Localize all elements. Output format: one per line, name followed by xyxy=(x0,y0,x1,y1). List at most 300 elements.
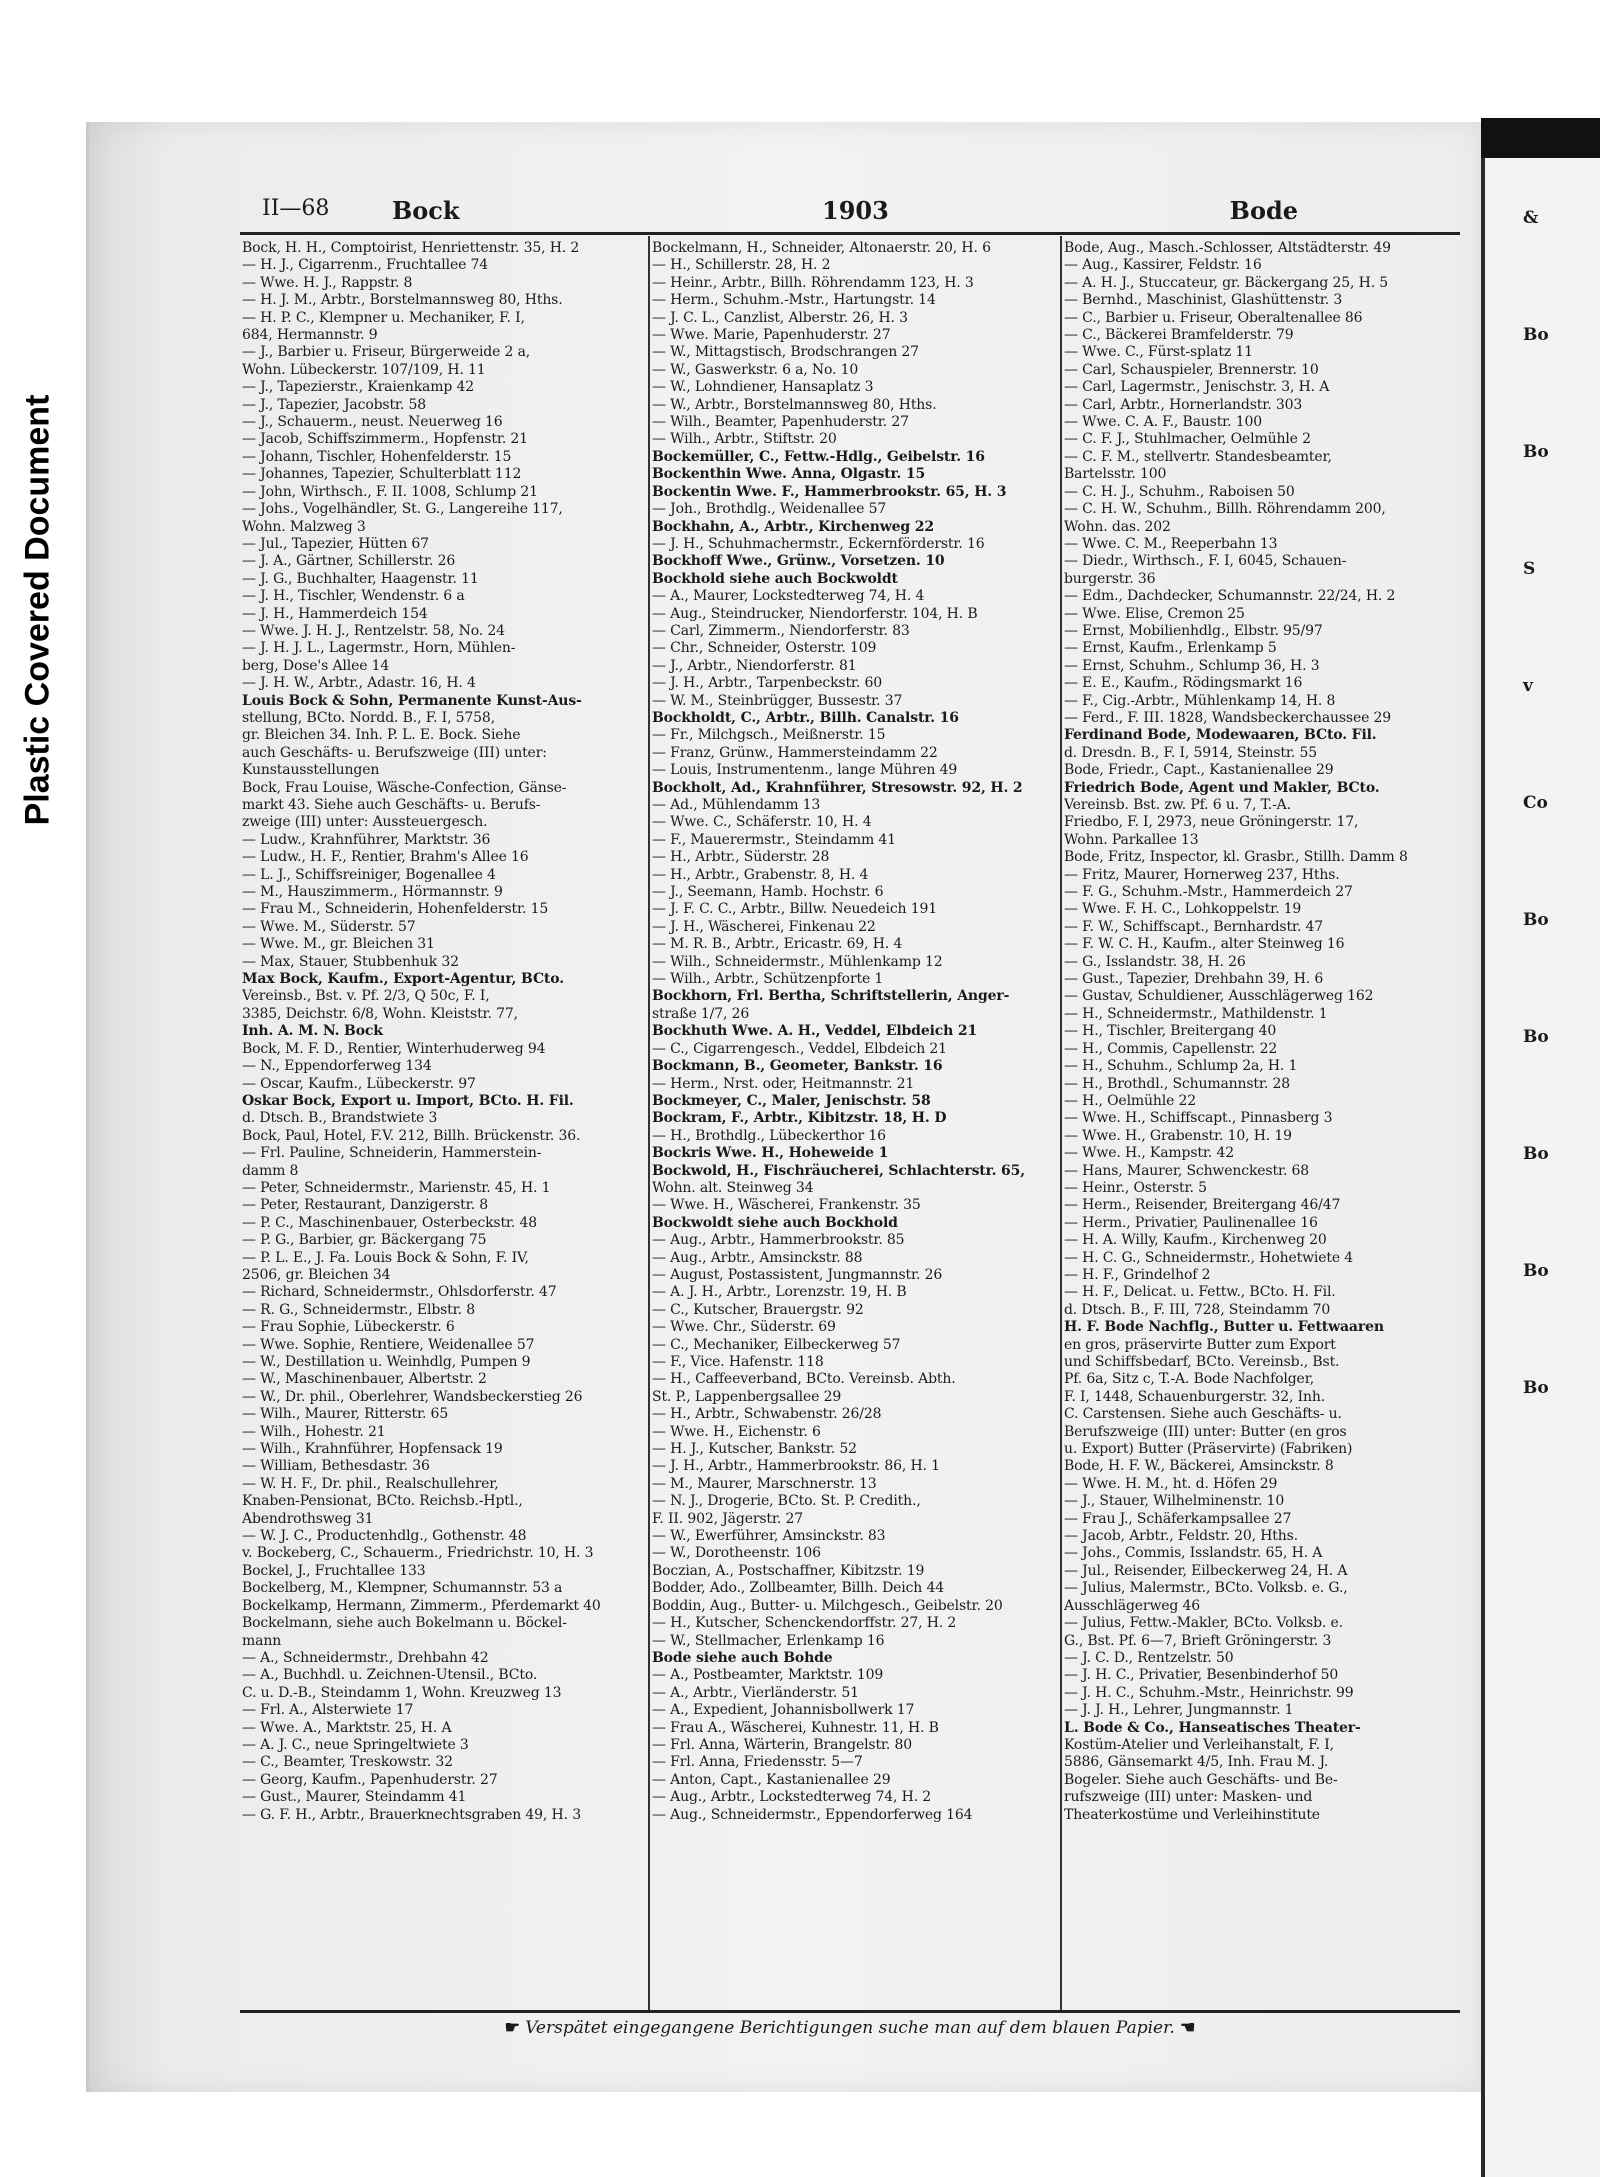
directory-entry: — A., Expedient, Johannisbollwerk 17 xyxy=(652,1702,915,1719)
directory-entry: 684, Hermannstr. 9 xyxy=(242,327,378,344)
directory-entry: — Herm., Schuhm.-Mstr., Hartungstr. 14 xyxy=(652,292,936,309)
directory-entry: Wohn. Parkallee 13 xyxy=(1064,831,1199,848)
directory-entry: — Ernst, Kaufm., Erlenkamp 5 xyxy=(1064,640,1277,657)
directory-entry: — Wwe. H. M., ht. d. Höfen 29 xyxy=(1064,1475,1278,1492)
directory-entry: Louis Bock & Sohn, Permanente Kunst-Aus- xyxy=(242,692,582,709)
directory-entry: — E. E., Kaufm., Rödingsmarkt 16 xyxy=(1064,675,1303,692)
directory-column-2 xyxy=(652,240,1057,2008)
directory-entry: — Aug., Arbtr., Amsinckstr. 88 xyxy=(652,1249,863,1266)
directory-entry: — J. G., Buchhalter, Haagenstr. 11 xyxy=(242,570,479,587)
directory-entry: d. Dtsch. B., Brandstwiete 3 xyxy=(242,1110,438,1127)
directory-entry: — Wwe. H., Grabenstr. 10, H. 19 xyxy=(1064,1127,1292,1144)
directory-entry: — P. L. E., J. Fa. Louis Bock & Sohn, F. IV, xyxy=(242,1249,529,1266)
directory-entry: — Frau M., Schneiderin, Hohenfelderstr. 15 xyxy=(242,901,549,918)
directory-entry: F. I, 1448, Schauenburgerstr. 32, Inh. xyxy=(1064,1388,1326,1405)
directory-entry: — F. G., Schuhm.-Mstr., Hammerdeich 27 xyxy=(1064,884,1353,901)
directory-entry: — J., Schauerm., neust. Neuerweg 16 xyxy=(242,414,503,431)
directory-entry: — C., Kutscher, Brauergstr. 92 xyxy=(652,1301,864,1318)
directory-entry: — Wilh., Krahnführer, Hopfensack 19 xyxy=(242,1441,503,1458)
directory-entry: rufszweige (III) unter: Masken- und xyxy=(1064,1789,1313,1806)
directory-entry: Bockris Wwe. H., Hoheweide 1 xyxy=(652,1145,889,1162)
directory-entry: — Joh., Brothdlg., Weidenallee 57 xyxy=(652,501,887,518)
directory-entry: Friedbo, F. I, 2973, neue Gröningerstr. 17, xyxy=(1064,814,1359,831)
adjacent-page-fragment: Bo xyxy=(1523,325,1549,345)
directory-entry: Bockwoldt siehe auch Bockhold xyxy=(652,1214,898,1231)
directory-entry: — Wwe. H., Schiffscapt., Pinnasberg 3 xyxy=(1064,1110,1333,1127)
adjacent-page-fragment: Bo xyxy=(1523,1027,1549,1047)
directory-entry: — H., Brothdl., Schumannstr. 28 xyxy=(1064,1075,1291,1092)
directory-entry: Boddin, Aug., Butter- u. Milchgesch., Geibelstr. 20 xyxy=(652,1597,1003,1614)
directory-entry: — A., Schneidermstr., Drehbahn 42 xyxy=(242,1649,489,1666)
directory-entry: — Jacob, Arbtr., Feldstr. 20, Hths. xyxy=(1064,1528,1298,1545)
directory-entry: — Wwe. J. H. J., Rentzelstr. 58, No. 24 xyxy=(242,622,505,639)
directory-entry: — Franz, Grünw., Hammersteindamm 22 xyxy=(652,744,938,761)
directory-entry: — Fr., Milchgsch., Meißnerstr. 15 xyxy=(652,727,886,744)
footer-text: Verspätet eingegangene Berichtigungen suche man auf dem blauen Papier. xyxy=(525,2018,1175,2038)
directory-entry: — H. J. M., Arbtr., Borstelmannsweg 80, Hths. xyxy=(242,292,563,309)
directory-entry: C. u. D.-B., Steindamm 1, Wohn. Kreuzweg 13 xyxy=(242,1684,562,1701)
footer-rule xyxy=(240,2010,1460,2013)
side-label xyxy=(0,0,60,2177)
directory-entry: Bockhoff Wwe., Grünw., Vorsetzen. 10 xyxy=(652,553,945,570)
directory-entry: Bode siehe auch Bohde xyxy=(652,1649,833,1666)
directory-entry: — F., Vice. Hafenstr. 118 xyxy=(652,1354,824,1370)
directory-entry: — Wwe. Chr., Süderstr. 69 xyxy=(652,1319,836,1336)
directory-entry: — G. F. H., Arbtr., Brauerknechtsgraben 49, H. 3 xyxy=(242,1806,581,1823)
directory-entry: — J., Tapezierstr., Kraienkamp 42 xyxy=(242,379,474,396)
directory-entry: en gros, präservirte Butter zum Export xyxy=(1064,1336,1336,1353)
directory-entry: — Aug., Kassirer, Feldstr. 16 xyxy=(1064,257,1262,274)
adjacent-page-fragment: Bo xyxy=(1523,442,1549,462)
directory-entry: Bockmann, B., Geometer, Bankstr. 16 xyxy=(652,1058,943,1075)
directory-entry: zweige (III) unter: Aussteuergesch. xyxy=(242,814,488,831)
directory-entry: — Wilh., Arbtr., Stiftstr. 20 xyxy=(652,431,837,448)
directory-entry: Bode, Fritz, Inspector, kl. Grasbr., Stillh. Damm 8 xyxy=(1064,849,1408,866)
directory-entry: Bockmeyer, C., Maler, Jenischstr. 58 xyxy=(652,1092,931,1109)
directory-entry: Bockwold, H., Fischräucherei, Schlachterstr. 65, xyxy=(652,1162,1025,1179)
directory-entry: Bockelberg, M., Klempner, Schumannstr. 53 a xyxy=(242,1580,563,1597)
directory-entry: — H., Brothdlg., Lübeckerthor 16 xyxy=(652,1127,886,1144)
directory-entry: — Ferd., F. III. 1828, Wandsbeckerchaussee 29 xyxy=(1064,709,1392,726)
adjacent-page-fragments xyxy=(1523,210,1593,1497)
directory-entry: — F., Mauerermstr., Steindamm 41 xyxy=(652,831,896,848)
header-left-keyword: Bock xyxy=(392,196,460,225)
directory-entry: Wohn. Malzweg 3 xyxy=(242,518,366,535)
directory-entry: — R. G., Schneidermstr., Elbstr. 8 xyxy=(242,1301,476,1318)
directory-entry: — Herm., Nrst. oder, Heitmannstr. 21 xyxy=(652,1075,915,1092)
directory-entry: — Heinr., Arbtr., Billh. Röhrendamm 123, H. 3 xyxy=(652,274,974,291)
directory-entry: — J. H. J. L., Lagermstr., Horn, Mühlen- xyxy=(242,640,516,657)
directory-entry: — W., Destillation u. Weinhdlg, Pumpen 9 xyxy=(242,1354,531,1370)
directory-entry: stellung, BCto. Nordd. B., F. I, 5758, xyxy=(242,709,495,726)
directory-entry: — Ernst, Schuhm., Schlump 36, H. 3 xyxy=(1064,657,1320,674)
directory-entry: — M., Hauszimmerm., Hörmannstr. 9 xyxy=(242,884,503,901)
directory-entry: — C. F. J., Stuhlmacher, Oelmühle 2 xyxy=(1064,431,1311,448)
directory-entry: — Oscar, Kaufm., Lübeckerstr. 97 xyxy=(242,1075,476,1092)
directory-entry: — J., Tapezier, Jacobstr. 58 xyxy=(242,396,427,413)
directory-entry: — Wwe. A., Marktstr. 25, H. A xyxy=(242,1719,452,1736)
directory-entry: — Wwe. C., Fürst-splatz 11 xyxy=(1064,344,1253,361)
directory-entry: Kostüm-Atelier und Verleihanstalt, F. I, xyxy=(1064,1736,1334,1753)
directory-entry: Bockhuth Wwe. A. H., Veddel, Elbdeich 21 xyxy=(652,1023,978,1040)
directory-entry: — H. C. G., Schneidermstr., Hohetwiete 4 xyxy=(1064,1249,1354,1266)
directory-entry: Bock, M. F. D., Rentier, Winterhuderweg 94 xyxy=(242,1040,546,1057)
directory-entry: — Wilh., Maurer, Ritterstr. 65 xyxy=(242,1406,449,1423)
directory-entry: — Wwe. H. J., Rappstr. 8 xyxy=(242,274,413,291)
directory-entry: — J. H., Schuhmachermstr., Eckernförderstr. 16 xyxy=(652,535,985,552)
directory-entry: — F. W., Schiffscapt., Bernhardstr. 47 xyxy=(1064,918,1324,935)
adjacent-page-fragment: Bo xyxy=(1523,1261,1549,1281)
directory-entry: Bode, H. F. W., Bäckerei, Amsinckstr. 8 xyxy=(1064,1458,1334,1475)
directory-entry: Bockholdt, C., Arbtr., Billh. Canalstr. 16 xyxy=(652,709,959,726)
directory-entry: Vereinsb. Bst. zw. Pf. 6 u. 7, T.-A. xyxy=(1064,797,1291,813)
directory-entry: — F. W. C. H., Kaufm., alter Steinweg 16 xyxy=(1064,936,1345,953)
directory-entry: — Georg, Kaufm., Papenhuderstr. 27 xyxy=(242,1771,498,1788)
directory-entry: — C. H. W., Schuhm., Billh. Röhrendamm 200, xyxy=(1064,501,1386,518)
directory-entry: Bockelmann, siehe auch Bokelmann u. Böckel- xyxy=(242,1615,567,1632)
directory-entry: Bockhorn, Frl. Bertha, Schriftstellerin, Anger- xyxy=(652,988,1010,1005)
directory-entry: — Carl, Schauspieler, Brennerstr. 10 xyxy=(1064,361,1319,378)
directory-entry: — Ernst, Mobilienhdlg., Elbstr. 95/97 xyxy=(1064,622,1323,639)
directory-entry: — Julius, Malermstr., BCto. Volksb. e. G., xyxy=(1064,1580,1348,1597)
directory-entry: — Diedr., Wirthsch., F. I, 6045, Schauen- xyxy=(1064,553,1347,570)
directory-entry: — A. H. J., Stuccateur, gr. Bäckergang 25, H. 5 xyxy=(1064,274,1389,291)
directory-entry: — Wwe. Sophie, Rentiere, Weidenallee 57 xyxy=(242,1336,535,1353)
directory-entry: — H., Commis, Capellenstr. 22 xyxy=(1064,1040,1278,1057)
directory-entry: — C., Barbier u. Friseur, Oberaltenallee 86 xyxy=(1064,309,1363,326)
pointing-hand-right-icon: ☚ xyxy=(1180,2018,1196,2038)
directory-entry: — Frl. Anna, Wärterin, Brangelstr. 80 xyxy=(652,1736,913,1753)
directory-entry: — J. H., Arbtr., Tarpenbeckstr. 60 xyxy=(652,675,883,692)
directory-entry: — Edm., Dachdecker, Schumannstr. 22/24, H. 2 xyxy=(1064,588,1396,605)
directory-entry: — W., Dr. phil., Oberlehrer, Wandsbeckerstieg 26 xyxy=(242,1388,583,1405)
directory-entry: — C. F. M., stellvertr. Standesbeamter, xyxy=(1064,448,1332,465)
directory-entry: — Gust., Tapezier, Drehbahn 39, H. 6 xyxy=(1064,971,1324,988)
directory-entry: — F., Cig.-Arbtr., Mühlenkamp 14, H. 8 xyxy=(1064,692,1336,709)
directory-entry: — Johs., Commis, Isslandstr. 65, H. A xyxy=(1064,1545,1323,1562)
directory-entry: Wohn. Lübeckerstr. 107/109, H. 11 xyxy=(242,361,486,378)
directory-entry: — H. J., Cigarrenm., Fruchtallee 74 xyxy=(242,257,489,274)
directory-entry: d. Dresdn. B., F. I, 5914, Steinstr. 55 xyxy=(1064,744,1317,761)
directory-entry: — Gustav, Schuldiener, Ausschlägerweg 162 xyxy=(1064,988,1374,1005)
directory-entry: — Jul., Tapezier, Hütten 67 xyxy=(242,535,429,552)
directory-entry: — W., Gaswerkstr. 6 a, No. 10 xyxy=(652,361,859,378)
directory-entry: — W., Dorotheenstr. 106 xyxy=(652,1545,821,1562)
directory-entry: — Wwe. H., Wäscherei, Frankenstr. 35 xyxy=(652,1197,921,1214)
directory-entry: Bock, Paul, Hotel, F.V. 212, Billh. Brückenstr. 36. xyxy=(242,1127,581,1144)
directory-entry: — W. H. F., Dr. phil., Realschullehrer, xyxy=(242,1475,499,1492)
directory-entry: Bock, H. H., Comptoirist, Henriettenstr. 35, H. 2 xyxy=(242,240,580,256)
adjacent-page-fragment: & xyxy=(1523,208,1539,228)
directory-entry: — H., Schuhm., Schlump 2a, H. 1 xyxy=(1064,1058,1298,1075)
directory-entry: — H., Arbtr., Schwabenstr. 26/28 xyxy=(652,1406,882,1423)
directory-entry: Bockelkamp, Hermann, Zimmerm., Pferdemarkt 40 xyxy=(242,1597,601,1614)
directory-entry: — J. H., Tischler, Wendenstr. 6 a xyxy=(242,588,465,605)
directory-entry: — H., Arbtr., Grabenstr. 8, H. 4 xyxy=(652,866,869,883)
directory-entry: — Wwe. Marie, Papenhuderstr. 27 xyxy=(652,327,891,344)
directory-entry: Vereinsb., Bst. v. Pf. 2/3, Q 50c, F. I, xyxy=(242,988,490,1005)
directory-entry: L. Bode & Co., Hanseatisches Theater- xyxy=(1064,1719,1361,1736)
directory-entry: — W. J. C., Productenhdlg., Gothenstr. 48 xyxy=(242,1528,527,1545)
directory-entry: — Johs., Vogelhändler, St. G., Langereihe 117, xyxy=(242,501,563,518)
directory-entry: — J. H., Hammerdeich 154 xyxy=(242,605,428,622)
page-number: II—68 xyxy=(262,196,330,221)
directory-entry: — Peter, Restaurant, Danzigerstr. 8 xyxy=(242,1197,488,1214)
directory-entry: — J., Seemann, Hamb. Hochstr. 6 xyxy=(652,884,884,901)
directory-entry: — A., Maurer, Lockstedterweg 74, H. 4 xyxy=(652,588,925,605)
directory-entry: — J., Stauer, Wilhelminenstr. 10 xyxy=(1064,1493,1285,1510)
directory-entry: — Wwe. F. H. C., Lohkoppelstr. 19 xyxy=(1064,901,1302,918)
directory-entry: — J., Barbier u. Friseur, Bürgerweide 2 a, xyxy=(242,344,531,361)
directory-entry: — Ludw., Krahnführer, Marktstr. 36 xyxy=(242,831,491,848)
directory-entry: — J. C. L., Canzlist, Alberstr. 26, H. 3 xyxy=(652,309,908,326)
directory-entry: — C., Beamter, Treskowstr. 32 xyxy=(242,1754,453,1771)
directory-entry: — W., Arbtr., Borstelmannsweg 80, Hths. xyxy=(652,396,937,413)
directory-entry: auch Geschäfts- u. Berufszweige (III) unter: xyxy=(242,744,547,761)
directory-entry: Inh. A. M. N. Bock xyxy=(242,1023,383,1040)
directory-entry: — Frau A., Wäscherei, Kuhnestr. 11, H. B xyxy=(652,1719,939,1736)
header-year: 1903 xyxy=(822,196,889,225)
directory-entry: Bode, Aug., Masch.-Schlosser, Altstädterstr. 49 xyxy=(1064,240,1391,256)
pointing-hand-left-icon: ☛ xyxy=(504,2018,520,2038)
directory-entry: d. Dtsch. B., F. III, 728, Steindamm 70 xyxy=(1064,1301,1331,1318)
directory-entry: — Bernhd., Maschinist, Glashüttenstr. 3 xyxy=(1064,292,1343,309)
directory-entry: — W. M., Steinbrügger, Bussestr. 37 xyxy=(652,692,903,709)
directory-entry: — Julius, Fettw.-Makler, BCto. Volksb. e. xyxy=(1064,1615,1343,1632)
directory-column-1 xyxy=(242,240,647,2008)
directory-column-3 xyxy=(1064,240,1469,2008)
directory-entry: — H. F., Grindelhof 2 xyxy=(1064,1266,1211,1283)
directory-entry: — H. A. Willy, Kaufm., Kirchenweg 20 xyxy=(1064,1232,1327,1249)
directory-entry: Ferdinand Bode, Modewaaren, BCto. Fil. xyxy=(1064,727,1377,744)
directory-entry: Bodder, Ado., Zollbeamter, Billh. Deich 44 xyxy=(652,1580,944,1597)
adjacent-page-fragment: Bo xyxy=(1523,910,1549,930)
column-divider-1 xyxy=(648,236,650,2012)
directory-entry: — Wilh., Beamter, Papenhuderstr. 27 xyxy=(652,414,909,431)
directory-entry: — Ad., Mühlendamm 13 xyxy=(652,797,821,813)
directory-entry: — Chr., Schneider, Osterstr. 109 xyxy=(652,640,877,657)
directory-entry: — Frl. Anna, Friedensstr. 5—7 xyxy=(652,1754,863,1771)
directory-entry: — C. H. J., Schuhm., Raboisen 50 xyxy=(1064,483,1295,500)
directory-entry: berg, Dose's Allee 14 xyxy=(242,657,390,674)
side-label-text: Plastic Covered Document xyxy=(18,394,57,826)
directory-entry: — Wwe. M., gr. Bleichen 31 xyxy=(242,936,435,953)
directory-entry: — J. J. H., Lehrer, Jungmannstr. 1 xyxy=(1064,1702,1294,1719)
directory-entry: Max Bock, Kaufm., Export-Agentur, BCto. xyxy=(242,971,564,988)
directory-entry: — A., Arbtr., Vierländerstr. 51 xyxy=(652,1684,859,1701)
directory-entry: — Wwe. Elise, Cremon 25 xyxy=(1064,605,1245,622)
directory-entry: — N. J., Drogerie, BCto. St. P. Credith., xyxy=(652,1493,921,1510)
directory-entry: Bockenthin Wwe. Anna, Olgastr. 15 xyxy=(652,466,926,483)
directory-entry: — Carl, Zimmerm., Niendorferstr. 83 xyxy=(652,622,910,639)
directory-entry: — L. J., Schiffsreiniger, Bogenallee 4 xyxy=(242,866,496,883)
directory-entry: — J., Arbtr., Niendorferstr. 81 xyxy=(652,657,857,674)
directory-entry: — W., Lohndiener, Hansaplatz 3 xyxy=(652,379,874,396)
adjacent-page-fragment: Bo xyxy=(1523,1144,1549,1164)
directory-entry: — J. H., Arbtr., Hammerbrookstr. 86, H. 1 xyxy=(652,1458,940,1475)
directory-entry: Bockholt, Ad., Krahnführer, Stresowstr. 92, H. 2 xyxy=(652,779,1023,796)
directory-entry: — Ludw., H. F., Rentier, Brahm's Allee 16 xyxy=(242,849,529,866)
directory-entry: Berufszweige (III) unter: Butter (en gros xyxy=(1064,1423,1347,1440)
directory-entry: — Wwe. H., Eichenstr. 6 xyxy=(652,1423,821,1440)
directory-entry: Bockel, J., Fruchtallee 133 xyxy=(242,1562,426,1579)
directory-entry: 3385, Deichstr. 6/8, Wohn. Kleiststr. 77, xyxy=(242,1005,518,1022)
directory-entry: — A., Postbeamter, Marktstr. 109 xyxy=(652,1667,884,1684)
directory-entry: — Wwe. M., Süderstr. 57 xyxy=(242,918,416,935)
directory-entry: — P. G., Barbier, gr. Bäckergang 75 xyxy=(242,1232,487,1249)
directory-entry: — Wwe. C. A. F., Baustr. 100 xyxy=(1064,414,1263,431)
directory-entry: Bockelmann, H., Schneider, Altonaerstr. 20, H. 6 xyxy=(652,240,991,256)
directory-entry: — Wwe. C. M., Reeperbahn 13 xyxy=(1064,535,1278,552)
directory-entry: — John, Wirthsch., F. II. 1008, Schlump 21 xyxy=(242,483,538,500)
adjacent-page-fragment: Bo xyxy=(1523,1378,1549,1398)
directory-entry: — J. H. C., Schuhm.-Mstr., Heinrichstr. 99 xyxy=(1064,1684,1354,1701)
directory-entry: — G., Isslandstr. 38, H. 26 xyxy=(1064,953,1246,970)
directory-entry: — H. J., Kutscher, Bankstr. 52 xyxy=(652,1441,857,1458)
directory-entry: damm 8 xyxy=(242,1162,299,1179)
footer-note xyxy=(240,2018,1460,2038)
directory-entry: — M., Maurer, Marschnerstr. 13 xyxy=(652,1475,877,1492)
directory-entry: mann xyxy=(242,1632,282,1649)
directory-entry: Bockemüller, C., Fettw.-Hdlg., Geibelstr. 16 xyxy=(652,448,985,465)
directory-entry: — C., Cigarrengesch., Veddel, Elbdeich 21 xyxy=(652,1040,947,1057)
directory-entry: — J. H., Wäscherei, Finkenau 22 xyxy=(652,918,876,935)
directory-entry: Bockhold siehe auch Bockwoldt xyxy=(652,570,898,587)
directory-entry: — Wilh., Arbtr., Schützenpforte 1 xyxy=(652,971,884,988)
directory-entry: — Aug., Schneidermstr., Eppendorferweg 164 xyxy=(652,1806,973,1823)
directory-entry: — C., Bäckerei Bramfelderstr. 79 xyxy=(1064,327,1294,344)
directory-entry: v. Bockeberg, C., Schauerm., Friedrichstr. 10, H. 3 xyxy=(242,1545,594,1562)
directory-entry: — Frl. Pauline, Schneiderin, Hammerstein- xyxy=(242,1145,542,1162)
directory-entry: Ausschlägerweg 46 xyxy=(1064,1597,1201,1614)
directory-entry: Abendrothsweg 31 xyxy=(242,1510,374,1527)
directory-entry: — Carl, Lagermstr., Jenischstr. 3, H. A xyxy=(1064,379,1330,396)
directory-entry: Boczian, A., Postschaffner, Kibitzstr. 19 xyxy=(652,1562,925,1579)
directory-entry: u. Export) Butter (Präservirte) (Fabriken) xyxy=(1064,1441,1353,1458)
directory-entry: — Richard, Schneidermstr., Ohlsdorferstr. 47 xyxy=(242,1284,557,1301)
directory-entry: — W., Mittagstisch, Brodschrangen 27 xyxy=(652,344,919,361)
directory-entry: Oskar Bock, Export u. Import, BCto. H. Fil. xyxy=(242,1092,574,1109)
directory-entry: — Max, Stauer, Stubbenhuk 32 xyxy=(242,953,459,970)
running-head xyxy=(262,196,1298,232)
directory-entry: — H., Schneidermstr., Mathildenstr. 1 xyxy=(1064,1005,1328,1022)
directory-entry: 2506, gr. Bleichen 34 xyxy=(242,1266,391,1283)
directory-entry: — C., Mechaniker, Eilbeckerweg 57 xyxy=(652,1336,901,1353)
directory-entry: — Wwe. C., Schäferstr. 10, H. 4 xyxy=(652,814,872,831)
directory-entry: — H., Kutscher, Schenckendorffstr. 27, H. 2 xyxy=(652,1615,957,1632)
directory-entry: Bode, Friedr., Capt., Kastanienallee 29 xyxy=(1064,762,1334,779)
directory-entry: — Johann, Tischler, Hohenfelderstr. 15 xyxy=(242,448,512,465)
directory-entry: — William, Bethesdastr. 36 xyxy=(242,1458,430,1475)
directory-entry: Friedrich Bode, Agent und Makler, BCto. xyxy=(1064,779,1380,796)
directory-entry: — W., Ewerführer, Amsinckstr. 83 xyxy=(652,1528,886,1545)
adjacent-page-fragment: Co xyxy=(1523,793,1548,813)
directory-entry: Knaben-Pensionat, BCto. Reichsb.-Hptl., xyxy=(242,1493,523,1510)
directory-entry: und Schiffsbedarf, BCto. Vereinsb., Bst. xyxy=(1064,1354,1340,1370)
directory-entry: Wohn. das. 202 xyxy=(1064,518,1171,535)
directory-entry: — Wilh., Hohestr. 21 xyxy=(242,1423,386,1440)
directory-entry: — J. A., Gärtner, Schillerstr. 26 xyxy=(242,553,456,570)
directory-entry: — H. P. C., Klempner u. Mechaniker, F. I, xyxy=(242,309,525,326)
directory-entry: — H., Tischler, Breitergang 40 xyxy=(1064,1023,1277,1040)
directory-entry: Bockentin Wwe. F., Hammerbrookstr. 65, H. 3 xyxy=(652,483,1007,500)
directory-entry: Bock, Frau Louise, Wäsche-Confection, Gänse- xyxy=(242,779,567,796)
directory-entry: — A. J. C., neue Springeltwiete 3 xyxy=(242,1736,469,1753)
directory-entry: — W., Stellmacher, Erlenkamp 16 xyxy=(652,1632,885,1649)
directory-entry: Kunstausstellungen xyxy=(242,762,380,779)
directory-entry: — Gust., Maurer, Steindamm 41 xyxy=(242,1789,467,1806)
directory-entry: — Frau Sophie, Lübeckerstr. 6 xyxy=(242,1319,455,1336)
directory-entry: — M. R. B., Arbtr., Ericastr. 69, H. 4 xyxy=(652,936,903,953)
directory-entry: Wohn. alt. Steinweg 34 xyxy=(652,1179,814,1196)
directory-entry: — A., Buchhdl. u. Zeichnen-Utensil., BCto. xyxy=(242,1667,538,1684)
directory-entry: — Fritz, Maurer, Hornerweg 237, Hths. xyxy=(1064,866,1340,883)
directory-entry: St. P., Lappenbergsallee 29 xyxy=(652,1388,842,1405)
directory-entry: G., Bst. Pf. 6—7, Brieft Gröningerstr. 3 xyxy=(1064,1632,1332,1649)
directory-entry: — Frau J., Schäferkampsallee 27 xyxy=(1064,1510,1292,1527)
directory-entry: — Jul., Reisender, Eilbeckerweg 24, H. A xyxy=(1064,1562,1348,1579)
directory-entry: — Aug., Steindrucker, Niendorferstr. 104, H. B xyxy=(652,605,978,622)
directory-entry: — W., Maschinenbauer, Albertstr. 2 xyxy=(242,1371,487,1388)
directory-entry: straße 1/7, 26 xyxy=(652,1005,750,1022)
directory-entry: — H., Arbtr., Süderstr. 28 xyxy=(652,849,830,866)
directory-entry: — J. C. D., Rentzelstr. 50 xyxy=(1064,1649,1234,1666)
directory-entry: — Aug., Arbtr., Lockstedterweg 74, H. 2 xyxy=(652,1789,932,1806)
directory-entry: — Herm., Privatier, Paulinenallee 16 xyxy=(1064,1214,1318,1231)
directory-entry: — Frl. A., Alsterwiete 17 xyxy=(242,1702,414,1719)
directory-entry: — N., Eppendorferweg 134 xyxy=(242,1058,432,1075)
directory-entry: markt 43. Siehe auch Geschäfts- u. Berufs- xyxy=(242,797,541,813)
directory-entry: — Herm., Reisender, Breitergang 46/47 xyxy=(1064,1197,1341,1214)
adjacent-page-fragment: S xyxy=(1523,559,1536,579)
directory-entry: H. F. Bode Nachflg., Butter u. Fettwaaren xyxy=(1064,1319,1384,1336)
directory-entry: Bockhahn, A., Arbtr., Kirchenweg 22 xyxy=(652,518,934,535)
directory-entry: — Anton, Capt., Kastanienallee 29 xyxy=(652,1771,891,1788)
directory-entry: — H., Oelmühle 22 xyxy=(1064,1092,1197,1109)
column-divider-2 xyxy=(1060,236,1062,2012)
adjacent-page-shadow xyxy=(1481,118,1600,158)
directory-entry: — H. F., Delicat. u. Fettw., BCto. H. Fil. xyxy=(1064,1284,1336,1301)
directory-entry: — J. H. C., Privatier, Besenbinderhof 50 xyxy=(1064,1667,1339,1684)
directory-entry: Bogeler. Siehe auch Geschäfts- und Be- xyxy=(1064,1771,1338,1788)
directory-entry: — Hans, Maurer, Schwenckestr. 68 xyxy=(1064,1162,1310,1179)
directory-entry: 5886, Gänsemarkt 4/5, Inh. Frau M. J. xyxy=(1064,1754,1329,1771)
directory-entry: — Aug., Arbtr., Hammerbrookstr. 85 xyxy=(652,1232,905,1249)
directory-entry: — Heinr., Osterstr. 5 xyxy=(1064,1179,1207,1196)
header-rule xyxy=(240,232,1460,235)
directory-entry: — H., Schillerstr. 28, H. 2 xyxy=(652,257,831,274)
directory-entry: — Peter, Schneidermstr., Marienstr. 45, H. 1 xyxy=(242,1179,551,1196)
directory-entry: — Johannes, Tapezier, Schulterblatt 112 xyxy=(242,466,522,483)
directory-entry: — A. J. H., Arbtr., Lorenzstr. 19, H. B xyxy=(652,1284,907,1301)
directory-entry: — Louis, Instrumentenm., lange Mühren 49 xyxy=(652,762,958,779)
directory-entry: — Wilh., Schneidermstr., Mühlenkamp 12 xyxy=(652,953,943,970)
directory-entry: — Jacob, Schiffszimmerm., Hopfenstr. 21 xyxy=(242,431,528,448)
directory-entry: F. II. 902, Jägerstr. 27 xyxy=(652,1510,803,1527)
directory-entry: — J. H. W., Arbtr., Adastr. 16, H. 4 xyxy=(242,675,476,692)
directory-entry: burgerstr. 36 xyxy=(1064,570,1156,587)
directory-entry: — Carl, Arbtr., Hornerlandstr. 303 xyxy=(1064,396,1303,413)
directory-entry: Bartelsstr. 100 xyxy=(1064,466,1167,483)
directory-entry: — August, Postassistent, Jungmannstr. 26 xyxy=(652,1266,943,1283)
directory-entry: — J. F. C. C., Arbtr., Billw. Neuedeich 191 xyxy=(652,901,937,918)
directory-entry: gr. Bleichen 34. Inh. P. L. E. Bock. Siehe xyxy=(242,727,521,744)
directory-entry: Pf. 6a, Sitz c, T.-A. Bode Nachfolger, xyxy=(1064,1371,1314,1388)
directory-entry: C. Carstensen. Siehe auch Geschäfts- u. xyxy=(1064,1406,1342,1423)
directory-entry: — P. C., Maschinenbauer, Osterbeckstr. 48 xyxy=(242,1214,538,1231)
header-right-keyword: Bode xyxy=(1229,196,1298,225)
directory-entry: Theaterkostüme und Verleihinstitute xyxy=(1064,1806,1320,1823)
